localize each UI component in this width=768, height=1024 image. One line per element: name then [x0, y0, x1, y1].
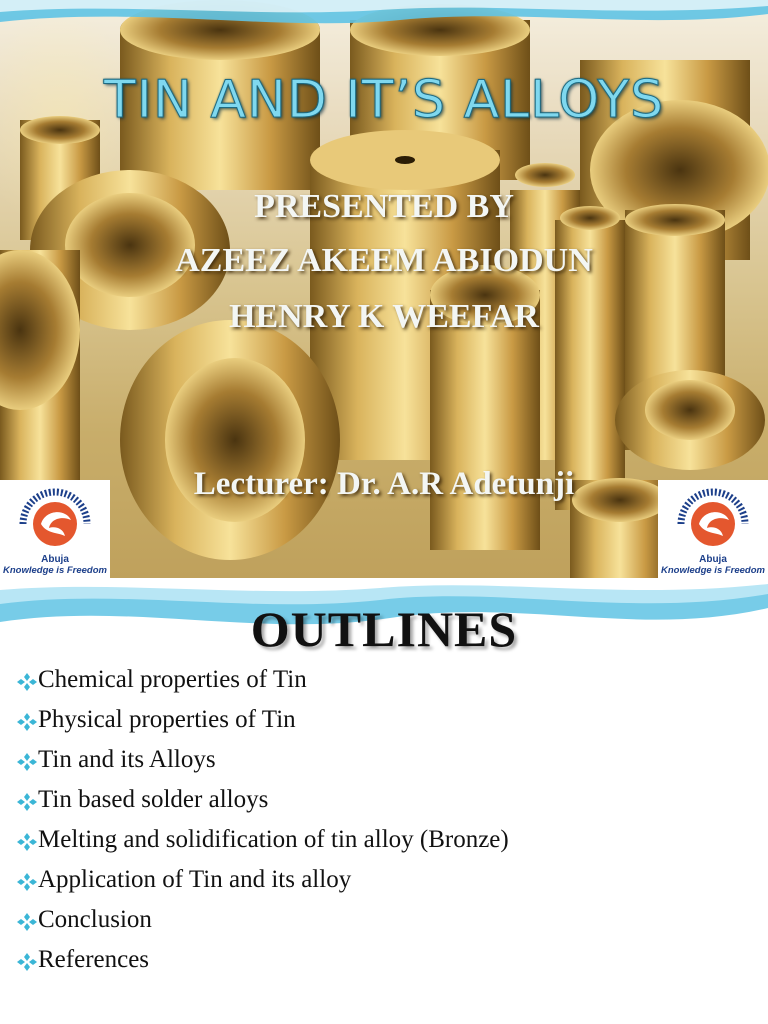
list-item: [16, 786, 509, 826]
list-item: [16, 746, 509, 786]
outline-item-text: Physical properties of Tin: [38, 706, 296, 733]
outline-item-text: Tin based solder alloys: [38, 786, 269, 813]
university-logo-left: [0, 480, 110, 578]
logo-motto: Knowledge is Freedom: [3, 565, 107, 576]
lecturer-line: Lecturer: Dr. A.R Adetunji: [193, 466, 575, 502]
diamond-bullet-icon: [16, 706, 38, 734]
diamond-bullet-icon: [16, 746, 38, 774]
list-item: [16, 906, 509, 946]
list-item: [16, 866, 509, 906]
diamond-bullet-icon: [16, 826, 38, 854]
logo-city-text: Abuja: [41, 554, 69, 565]
list-item: [16, 826, 509, 866]
outline-item-text: References: [38, 946, 150, 973]
outline-item-text: Chemical properties of Tin: [38, 666, 307, 693]
top-wave-decoration: [0, 0, 768, 40]
list-item: [16, 946, 509, 986]
diamond-bullet-icon: [16, 946, 38, 974]
logo-city-text: Abuja: [699, 554, 727, 565]
outline-heading: OUTLINES: [250, 601, 518, 657]
university-seal-icon: [15, 480, 95, 566]
university-seal-icon: [673, 480, 753, 566]
diamond-bullet-icon: [16, 786, 38, 814]
slide-title: TIN AND IT’S ALLOYS: [103, 70, 665, 130]
outline-item-text: Conclusion: [38, 906, 152, 933]
outline-item-text: Melting and solidification of tin alloy (Bronze): [38, 826, 509, 853]
outline-item-text: Tin and its Alloys: [38, 746, 216, 773]
university-logo-right: [658, 480, 768, 578]
list-item: [16, 706, 509, 746]
presented-by-label: PRESENTED BY: [254, 188, 514, 225]
presenter-name-1: AZEEZ AKEEM ABIODUN: [175, 242, 593, 279]
diamond-bullet-icon: [16, 866, 38, 894]
presenter-name-2: HENRY K WEEFAR: [229, 298, 539, 335]
outline-slide: [0, 578, 768, 1024]
outline-item-text: Application of Tin and its alloy: [38, 866, 352, 893]
list-item: [16, 666, 509, 706]
logo-motto: Knowledge is Freedom: [661, 565, 765, 576]
diamond-bullet-icon: [16, 666, 38, 694]
diamond-bullet-icon: [16, 906, 38, 934]
outline-list: [16, 666, 509, 986]
